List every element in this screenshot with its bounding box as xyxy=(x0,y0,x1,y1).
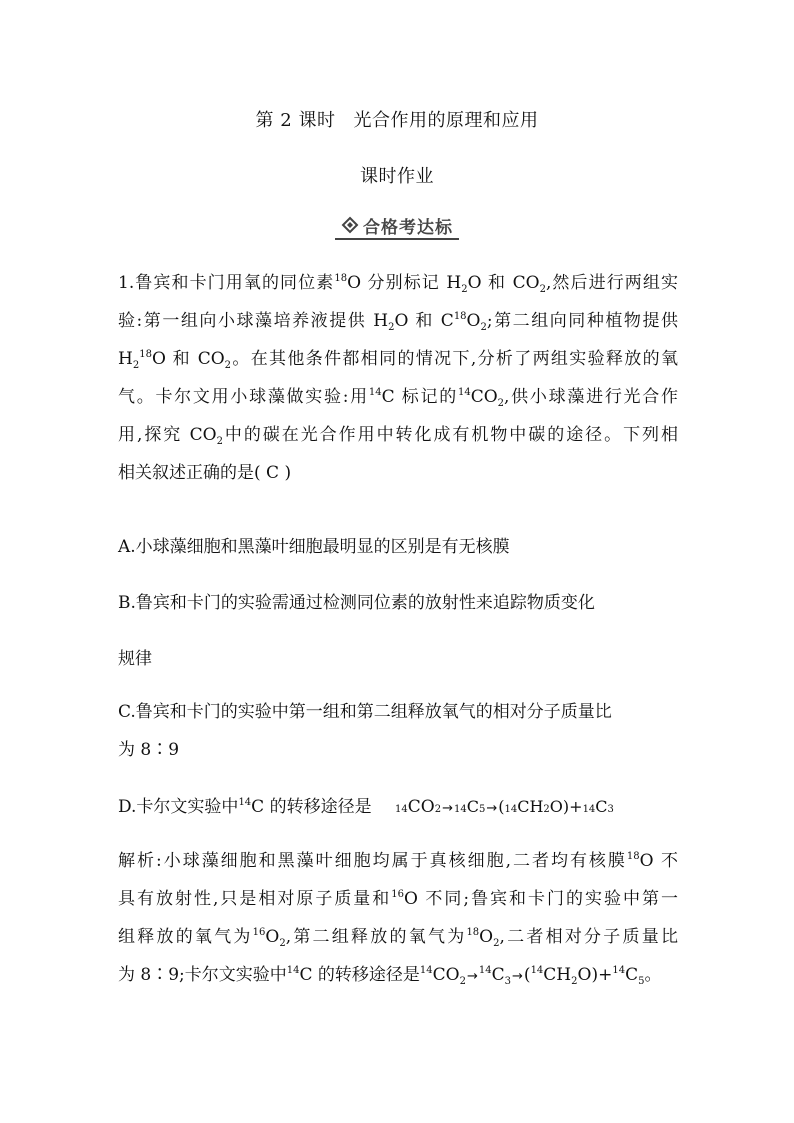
option-b-line2: 规律 xyxy=(118,649,152,669)
question-line: 用,探究 $CO_2$中的碳在光合作用中转化成有机物中碳的途径。下列相 xyxy=(118,425,678,447)
diamond-icon xyxy=(341,216,359,234)
lesson-number: 第 2 课时 xyxy=(255,110,336,131)
lesson-name: 光合作用的原理和应用 xyxy=(353,110,539,131)
analysis-line: 解析:小球藻细胞和黑藻叶细胞均属于真核细胞,二者均有核膜$^{18}$O 不 xyxy=(118,851,678,871)
option-d: D.卡尔文实验中$^{14}$C 的转移途径是 14 CO 2 → 14 C 5 → ( 14 CH 2 O) + 14 C 3 xyxy=(118,788,678,826)
lesson-title xyxy=(0,106,794,132)
question-line: 1.鲁宾和卡门用氧的同位素$^{18}$O 分别标记 $H_2O$ 和 $CO_2$,然后进行两组实 xyxy=(118,273,678,295)
carbon-pathway-formula: 14 CO 2 → 14 C 5 → ( 14 CH 2 O) + 14 C 3 xyxy=(395,788,614,828)
analysis xyxy=(118,842,678,994)
section-subtitle: 课时作业 xyxy=(360,166,434,187)
section-badge xyxy=(335,212,459,240)
question-line: 气。卡尔文用小球藻做实验:用$^{14}$C 标记的$^{14}CO_2$,供小球藻进行光合作 xyxy=(118,387,678,409)
arrow-icon: → xyxy=(486,801,498,816)
option-b xyxy=(118,584,678,678)
analysis-line: 组释放的氧气为$^{16}O_2$,第二组释放的氧气为$^{18}O_2$,二者相对分子质量比 xyxy=(118,927,678,949)
option-b-line1: B.鲁宾和卡门的实验需通过检测同位素的放射性来追踪物质变化 xyxy=(118,593,595,613)
arrow-icon: → xyxy=(512,969,523,984)
question-line: $H_2^{18}O$ 和 $CO_2$。在其他条件都相同的情况下,分析了两组实验释放的氧 xyxy=(118,349,678,371)
question-1 xyxy=(118,264,678,492)
question-line: 相关叙述正确的是( C ) xyxy=(118,463,292,483)
analysis-line: 为 8∶9;卡尔文实验中$^{14}$C 的转移途径是$^{14}CO_2\to^{14}C_3\to(^{14}CH_2O)+^{14}C_5$。 xyxy=(118,965,662,987)
option-c-line1: C.鲁宾和卡门的实验中第一组和第二组释放氧气的相对分子质量比 xyxy=(118,702,612,722)
arrow-icon: → xyxy=(466,969,478,984)
question-line: 验:第一组向小球藻培养液提供 $H_2O$ 和 $C^{18}O_2$;第二组向同种植物提供 xyxy=(118,311,678,333)
option-a: A.小球藻细胞和黑藻叶细胞最明显的区别是有无核膜 xyxy=(118,537,510,557)
badge-row xyxy=(0,212,794,240)
analysis-line: 具有放射性,只是相对原子质量和$^{16}$O 不同;鲁宾和卡门的实验中第一 xyxy=(118,889,678,909)
badge-label: 合格考达标 xyxy=(363,217,453,238)
option-c-line2: 为 8∶9 xyxy=(118,740,180,760)
arrow-icon: → xyxy=(442,801,453,816)
option-c xyxy=(118,693,678,769)
